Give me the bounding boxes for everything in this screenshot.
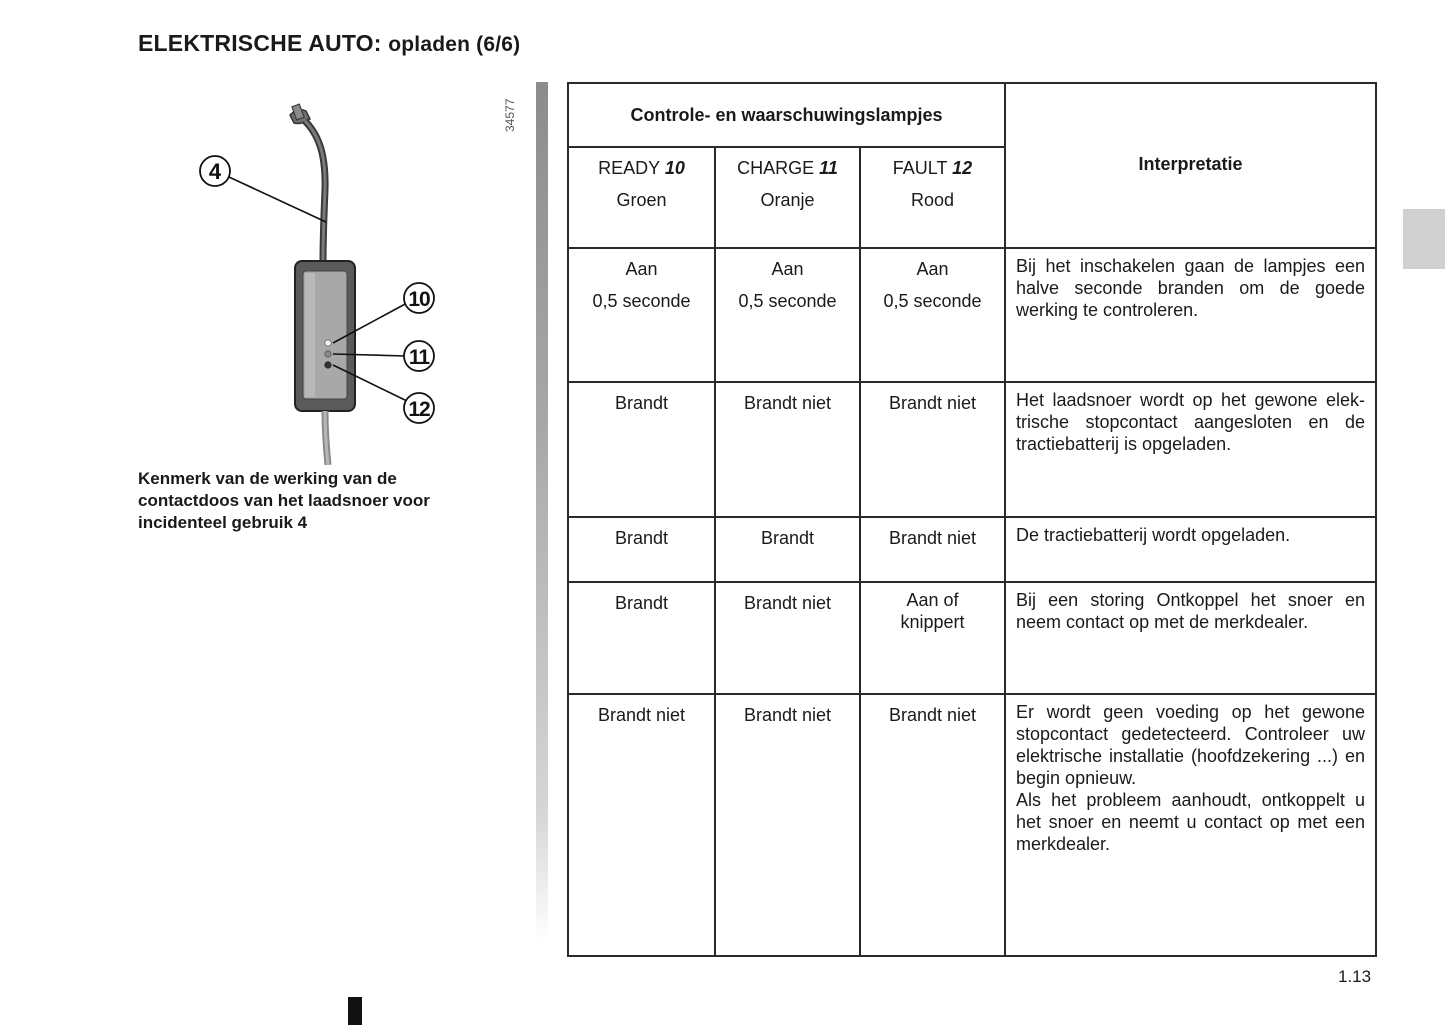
- lamp-number: 12: [952, 158, 973, 178]
- table-row: [568, 517, 1376, 582]
- figure-code: 34577: [503, 98, 517, 132]
- lamp-color: Groen: [616, 190, 667, 210]
- callout-4-label: 4: [208, 159, 222, 184]
- lamp-number: 10: [664, 158, 685, 178]
- column-divider: [536, 82, 548, 942]
- leader-line-4: [229, 177, 326, 222]
- lamp-header-charge: [715, 147, 860, 248]
- fault-state: Brandt niet: [860, 694, 1005, 956]
- ready-lamp-icon: [325, 340, 331, 346]
- charge-state: Brandt: [715, 517, 860, 582]
- callout-12-label: 12: [408, 398, 430, 421]
- interpretation-cell: Er wordt geen voeding op het gewone stopcontact gedetecteerd. Controleer uw elektrische installatie (hoofdzekering ...) en begin opnieuw. Als het probleem aanhoudt, ontkoppelt u het snoer en neemt u contact op met een merkdealer.: [1005, 694, 1376, 956]
- charge-state: Aan 0,5 seconde: [715, 248, 860, 382]
- ready-state: Brandt: [568, 382, 715, 517]
- lamp-name: CHARGE: [737, 158, 815, 178]
- callout-10: [404, 283, 434, 313]
- lamp-name: FAULT: [892, 158, 948, 178]
- table-row: [568, 248, 1376, 382]
- charge-state: Brandt niet: [715, 694, 860, 956]
- lamp-name: READY: [598, 158, 660, 178]
- lamps-group-header: Controle- en waarschuwingslampjes: [568, 83, 1005, 147]
- interpretation-header: Interpretatie: [1005, 83, 1376, 248]
- callout-11: [404, 341, 434, 371]
- page-number: 1.13: [1338, 967, 1372, 986]
- callout-4: [200, 156, 230, 186]
- charging-box-figure: [195, 85, 525, 465]
- interpretation-cell: De tractiebatterij wordt opgeladen.: [1005, 517, 1376, 582]
- fault-state: Aan of knippert: [860, 582, 1005, 694]
- title-sub: opladen (6/6): [388, 33, 521, 56]
- charge-state: Brandt niet: [715, 382, 860, 517]
- table-row: [568, 382, 1376, 517]
- callout-10-label: 10: [408, 288, 430, 311]
- lamp-color: Oranje: [760, 190, 815, 210]
- fault-lamp-icon: [325, 362, 331, 368]
- warning-lamps-table: [567, 82, 1377, 957]
- fault-state: Aan 0,5 seconde: [860, 248, 1005, 382]
- ready-state: Brandt: [568, 517, 715, 582]
- charge-lamp-icon: [325, 351, 331, 357]
- page-title: [138, 30, 520, 57]
- section-tab: [1403, 209, 1445, 269]
- table-row: [568, 582, 1376, 694]
- ready-state: Brandt: [568, 582, 715, 694]
- lamp-header-ready: [568, 147, 715, 248]
- lamp-number: 11: [819, 158, 838, 178]
- ready-state: Aan 0,5 seconde: [568, 248, 715, 382]
- charge-state: Brandt niet: [715, 582, 860, 694]
- interpretation-cell: Bij het inschakelen gaan de lampjes een halve seconde branden om de goede werking te controleren.: [1005, 248, 1376, 382]
- fault-state: Brandt niet: [860, 382, 1005, 517]
- callout-12: [404, 393, 434, 423]
- lamp-header-fault: [860, 147, 1005, 248]
- callout-11-label: 11: [408, 346, 430, 369]
- fault-state: Brandt niet: [860, 517, 1005, 582]
- interpretation-cell: Het laadsnoer wordt op het gewone elek-trische stopcontact aangesloten en de tractiebatterij is opgeladen.: [1005, 382, 1376, 517]
- table-row: [568, 694, 1376, 956]
- figure-caption: Kenmerk van de werking van de contactdoos van het laadsnoer voor incidenteel gebruik 4: [138, 469, 430, 532]
- charging-box-illustration: [195, 85, 525, 465]
- ready-state: Brandt niet: [568, 694, 715, 956]
- footer-marker: [348, 997, 362, 1025]
- title-main: ELEKTRISCHE AUTO:: [138, 30, 382, 56]
- lamp-color: Rood: [910, 190, 955, 210]
- interpretation-cell: Bij een storing Ontkoppel het snoer en neem contact op met de merkdealer.: [1005, 582, 1376, 694]
